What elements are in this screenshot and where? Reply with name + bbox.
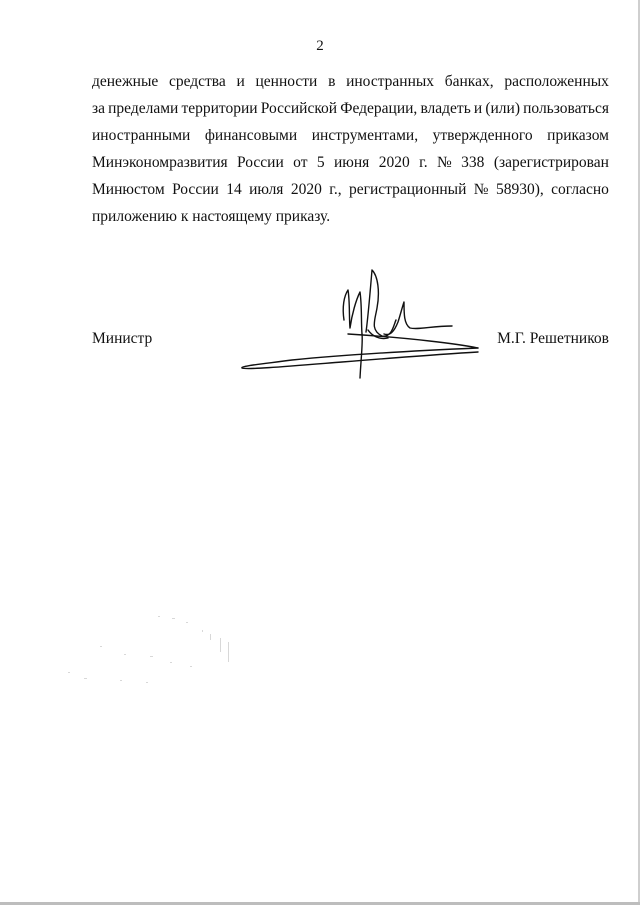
word: утвержденного (432, 127, 533, 144)
word: банках, (444, 73, 494, 90)
word: Федерации, (340, 100, 418, 117)
word: № (436, 154, 452, 171)
paragraph-line-1 (92, 68, 609, 95)
word: России (172, 181, 219, 198)
word: Российской (260, 100, 338, 117)
word: июня (334, 154, 370, 171)
word: иностранных (346, 73, 435, 90)
paragraph-line-4 (92, 149, 609, 176)
word: территории (181, 100, 258, 117)
body-paragraph (92, 68, 609, 230)
word: 5 (316, 154, 325, 171)
word: (или) (485, 100, 520, 117)
word: приказом (547, 127, 609, 144)
word: и (236, 73, 245, 90)
word: и (473, 100, 483, 117)
word: средства (168, 73, 226, 90)
word: владеть (420, 100, 471, 117)
paragraph-line-6: приложению к настоящему приказу. (92, 208, 331, 225)
word: пределами (108, 100, 179, 117)
word: 2020 (378, 154, 410, 171)
word: за (92, 100, 106, 117)
word: (зарегистрирован (493, 154, 609, 171)
scan-artifact-faint-marks (60, 612, 240, 692)
word: финансовыми (204, 127, 298, 144)
word: расположенных (504, 73, 609, 90)
paragraph-line-5 (92, 176, 609, 203)
word: 58930), (495, 181, 544, 198)
signatory-position: Министр (92, 330, 153, 347)
word: иностранными (92, 127, 191, 144)
word: России (237, 154, 284, 171)
word: от (293, 154, 308, 171)
word: инструментами, (311, 127, 419, 144)
paragraph-line-3 (92, 122, 609, 149)
word: пользоваться (523, 100, 609, 117)
signatory-name: М.Г. Решетников (497, 330, 609, 347)
word: 2020 (290, 181, 322, 198)
word: согласно (551, 181, 609, 198)
word: июля (249, 181, 284, 198)
word: в (328, 73, 336, 90)
word: Минэкономразвития (92, 154, 228, 171)
word: ценности (255, 73, 318, 90)
paragraph-line-2 (92, 95, 609, 122)
word: денежные (92, 73, 159, 90)
word: 338 (461, 154, 485, 171)
word: г. (419, 154, 428, 171)
page-number: 2 (316, 38, 324, 54)
word: г., (329, 181, 342, 198)
handwritten-signature (232, 262, 482, 382)
word: № (473, 181, 489, 198)
signature-block (92, 330, 609, 348)
word: регистрационный (348, 181, 467, 198)
word: 14 (226, 181, 242, 198)
word: Минюстом (92, 181, 165, 198)
